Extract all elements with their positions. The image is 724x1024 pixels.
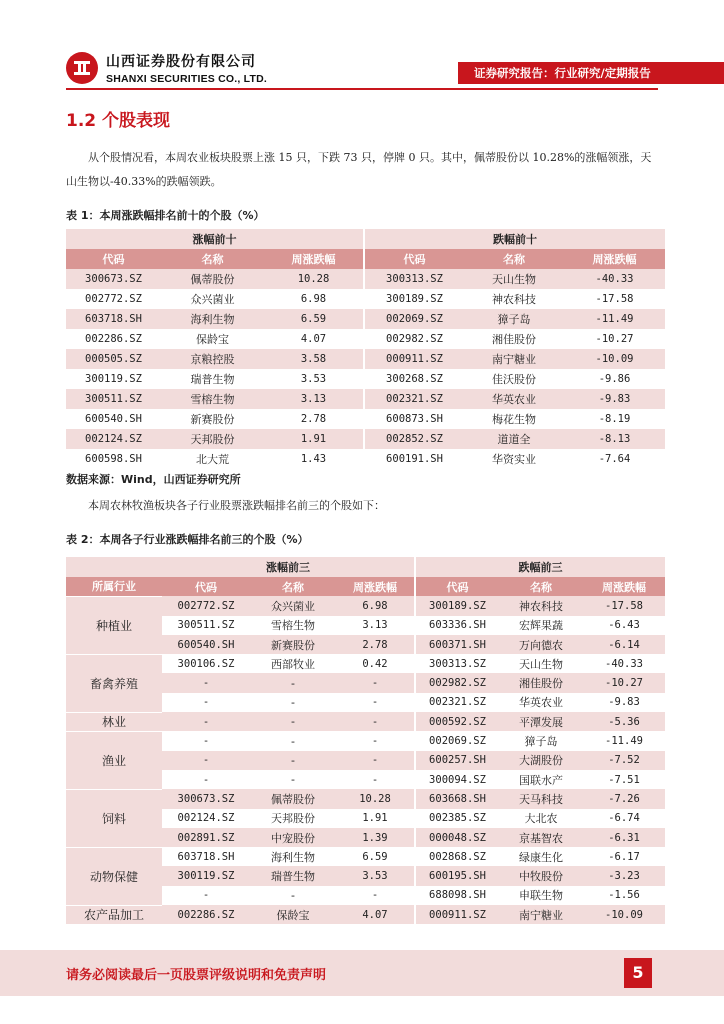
stock-code: 300673.SZ xyxy=(162,789,250,808)
summary-paragraph: 从个股情况看，本周农业板块股票上涨 15 只，下跌 73 只，停牌 0 只。其中，佩蒂股份以 10.28%的涨幅领涨，天山生物以-40.33%的跌幅领跌。 xyxy=(66,151,652,188)
weekly-change: - xyxy=(336,731,415,750)
weekly-change: 2.78 xyxy=(336,635,415,654)
weekly-change: -7.51 xyxy=(583,770,665,789)
stock-code: 002069.SZ xyxy=(415,731,499,750)
column-header: 代码 xyxy=(66,249,161,269)
industry-label: 畜禽养殖 xyxy=(66,654,162,712)
weekly-change: -9.83 xyxy=(583,693,665,712)
weekly-change: -10.27 xyxy=(564,329,665,349)
stock-code: 002286.SZ xyxy=(162,905,250,924)
stock-name: 国联水产 xyxy=(499,770,583,789)
table-row xyxy=(66,389,665,409)
weekly-change: -5.36 xyxy=(583,712,665,731)
weekly-change: -7.26 xyxy=(583,789,665,808)
table-row xyxy=(66,409,665,429)
weekly-change: 4.07 xyxy=(264,329,364,349)
stock-name: 道道全 xyxy=(464,429,564,449)
stock-code: 300268.SZ xyxy=(364,369,464,389)
stock-name: 天山生物 xyxy=(464,269,564,289)
weekly-change: -9.83 xyxy=(564,389,665,409)
column-header: 周涨跌幅 xyxy=(264,249,364,269)
stock-name: - xyxy=(250,770,336,789)
stock-code: 002321.SZ xyxy=(415,693,499,712)
stock-code: 603668.SH xyxy=(415,789,499,808)
stock-name: 海利生物 xyxy=(250,847,336,866)
stock-name: 申联生物 xyxy=(499,886,583,905)
table2-caption: 表 2：本周各子行业涨跌幅排名前三的个股（%） xyxy=(66,533,309,546)
stock-code: 002385.SZ xyxy=(415,809,499,828)
stock-name: 海利生物 xyxy=(161,309,264,329)
weekly-change: 0.42 xyxy=(336,654,415,673)
stock-code: 300094.SZ xyxy=(415,770,499,789)
stock-name: 华资实业 xyxy=(464,449,564,469)
company-name-cn: 山西证券股份有限公司 xyxy=(106,54,256,70)
stock-code: 600371.SH xyxy=(415,635,499,654)
weekly-change: - xyxy=(336,673,415,692)
stock-code: 002286.SZ xyxy=(66,329,161,349)
stock-name: 宏辉果蔬 xyxy=(499,616,583,635)
table-row xyxy=(66,449,665,469)
stock-name: 众兴菌业 xyxy=(161,289,264,309)
stock-code: 002982.SZ xyxy=(364,329,464,349)
stock-code: 000911.SZ xyxy=(415,905,499,924)
stock-name: 中宠股份 xyxy=(250,828,336,847)
stock-code: 688098.SH xyxy=(415,886,499,905)
report-type-banner: 证券研究报告：行业研究/定期报告 xyxy=(458,62,724,84)
stock-name: 保龄宝 xyxy=(250,905,336,924)
weekly-change: -17.58 xyxy=(583,596,665,615)
weekly-change: -1.56 xyxy=(583,886,665,905)
table-row xyxy=(66,309,665,329)
weekly-change: 10.28 xyxy=(264,269,364,289)
stock-code: 002124.SZ xyxy=(162,809,250,828)
stock-name: 大北农 xyxy=(499,809,583,828)
stock-name: - xyxy=(250,693,336,712)
weekly-change: -3.23 xyxy=(583,866,665,885)
stock-code: 002321.SZ xyxy=(364,389,464,409)
section-title: 1.2 个股表现 xyxy=(66,111,171,131)
stock-code: 300119.SZ xyxy=(162,866,250,885)
stock-code: 603718.SH xyxy=(162,847,250,866)
stock-code: 002124.SZ xyxy=(66,429,161,449)
stock-name: 京粮控股 xyxy=(161,349,264,369)
weekly-change: -10.09 xyxy=(564,349,665,369)
weekly-change: -40.33 xyxy=(583,654,665,673)
table-row xyxy=(66,596,665,615)
stock-name: 新赛股份 xyxy=(250,635,336,654)
stock-code: 000505.SZ xyxy=(66,349,161,369)
table-row xyxy=(66,429,665,449)
stock-code: - xyxy=(162,712,250,731)
industry-label: 种植业 xyxy=(66,596,162,654)
stock-code: 300119.SZ xyxy=(66,369,161,389)
stock-code: - xyxy=(162,693,250,712)
weekly-change: 6.98 xyxy=(264,289,364,309)
stock-name: 绿康生化 xyxy=(499,847,583,866)
stock-name: 瑞普生物 xyxy=(161,369,264,389)
stock-code: - xyxy=(162,770,250,789)
stock-code: 300189.SZ xyxy=(415,596,499,615)
stock-code: 002069.SZ xyxy=(364,309,464,329)
stock-code: 002772.SZ xyxy=(66,289,161,309)
stock-code: 300673.SZ xyxy=(66,269,161,289)
stock-code: 603336.SH xyxy=(415,616,499,635)
stock-code: - xyxy=(162,751,250,770)
subsector-table xyxy=(66,557,665,924)
stock-code: 603718.SH xyxy=(66,309,161,329)
stock-name: 中牧股份 xyxy=(499,866,583,885)
table-row xyxy=(66,329,665,349)
weekly-change: 3.58 xyxy=(264,349,364,369)
page-header xyxy=(0,0,724,100)
stock-code: 000048.SZ xyxy=(415,828,499,847)
group-header-down: 跌幅前三 xyxy=(415,557,665,577)
weekly-change: -11.49 xyxy=(564,309,665,329)
stock-name: 神农科技 xyxy=(499,596,583,615)
stock-name: 北大荒 xyxy=(161,449,264,469)
table-row xyxy=(66,349,665,369)
stock-name: 獐子岛 xyxy=(499,731,583,750)
table-row xyxy=(66,289,665,309)
weekly-change: 6.59 xyxy=(336,847,415,866)
weekly-change: -6.14 xyxy=(583,635,665,654)
weekly-change: - xyxy=(336,693,415,712)
stock-code: 600191.SH xyxy=(364,449,464,469)
stock-name: - xyxy=(250,673,336,692)
stock-name: 新赛股份 xyxy=(161,409,264,429)
stock-name: 万向德农 xyxy=(499,635,583,654)
page-number: 5 xyxy=(624,958,652,988)
stock-code: 300511.SZ xyxy=(66,389,161,409)
stock-code: 600540.SH xyxy=(66,409,161,429)
industry-label: 农产品加工 xyxy=(66,905,162,924)
weekly-change: -10.09 xyxy=(583,905,665,924)
weekly-change: -8.13 xyxy=(564,429,665,449)
stock-name: 天山生物 xyxy=(499,654,583,673)
weekly-change: 6.59 xyxy=(264,309,364,329)
stock-name: 京基智农 xyxy=(499,828,583,847)
stock-name: 瑞普生物 xyxy=(250,866,336,885)
table-row xyxy=(66,654,665,673)
stock-name: 天邦股份 xyxy=(250,809,336,828)
weekly-change: -9.86 xyxy=(564,369,665,389)
weekly-change: -6.74 xyxy=(583,809,665,828)
stock-code: 600598.SH xyxy=(66,449,161,469)
stock-code: - xyxy=(162,886,250,905)
weekly-change: - xyxy=(336,770,415,789)
industry-label: 饲料 xyxy=(66,789,162,847)
table-row xyxy=(66,847,665,866)
column-header: 名称 xyxy=(250,577,336,596)
stock-name: - xyxy=(250,751,336,770)
column-header: 代码 xyxy=(162,577,250,596)
weekly-change: -10.27 xyxy=(583,673,665,692)
group-header-up: 涨幅前三 xyxy=(162,557,415,577)
weekly-change: -6.17 xyxy=(583,847,665,866)
column-header: 周涨跌幅 xyxy=(583,577,665,596)
table-row xyxy=(66,269,665,289)
column-header: 代码 xyxy=(364,249,464,269)
disclaimer-text: 请务必阅读最后一页股票评级说明和免责声明 xyxy=(66,968,327,983)
stock-name: - xyxy=(250,886,336,905)
stock-code: 000592.SZ xyxy=(415,712,499,731)
weekly-change: 3.53 xyxy=(264,369,364,389)
table-row xyxy=(66,905,665,924)
weekly-change: 2.78 xyxy=(264,409,364,429)
stock-name: 佳沃股份 xyxy=(464,369,564,389)
subsector-intro: 本周农林牧渔板块各子行业股票涨跌幅排名前三的个股如下： xyxy=(88,499,385,512)
group-header-down: 跌幅前十 xyxy=(364,229,665,249)
stock-code: 002772.SZ xyxy=(162,596,250,615)
company-name-en: SHANXI SECURITIES CO., LTD. xyxy=(106,73,267,85)
weekly-change: 4.07 xyxy=(336,905,415,924)
stock-code: 300511.SZ xyxy=(162,616,250,635)
stock-name: 梅花生物 xyxy=(464,409,564,429)
stock-code: 600195.SH xyxy=(415,866,499,885)
shanxi-securities-logo-icon xyxy=(66,52,98,84)
stock-code: 300313.SZ xyxy=(415,654,499,673)
data-source: 数据来源：Wind，山西证券研究所 xyxy=(66,473,241,486)
table1-caption: 表 1：本周涨跌幅排名前十的个股（%） xyxy=(66,209,265,222)
stock-name: 天邦股份 xyxy=(161,429,264,449)
stock-code: 002982.SZ xyxy=(415,673,499,692)
table-row xyxy=(66,369,665,389)
stock-code: - xyxy=(162,731,250,750)
stock-name: 神农科技 xyxy=(464,289,564,309)
industry-label: 渔业 xyxy=(66,731,162,789)
weekly-change: 1.39 xyxy=(336,828,415,847)
weekly-change: -7.64 xyxy=(564,449,665,469)
weekly-change: -6.43 xyxy=(583,616,665,635)
group-header-up: 涨幅前十 xyxy=(66,229,364,249)
stock-code: 600873.SH xyxy=(364,409,464,429)
stock-code: 300313.SZ xyxy=(364,269,464,289)
column-header: 所属行业 xyxy=(66,577,162,596)
group-header-blank xyxy=(66,557,162,577)
stock-name: 保龄宝 xyxy=(161,329,264,349)
column-header: 名称 xyxy=(464,249,564,269)
header-divider xyxy=(66,88,658,90)
stock-name: 佩蒂股份 xyxy=(250,789,336,808)
stock-name: - xyxy=(250,712,336,731)
stock-name: 南宁糖业 xyxy=(464,349,564,369)
company-logo xyxy=(66,51,267,85)
weekly-change: 1.43 xyxy=(264,449,364,469)
stock-name: 獐子岛 xyxy=(464,309,564,329)
industry-label: 林业 xyxy=(66,712,162,731)
weekly-change: -40.33 xyxy=(564,269,665,289)
weekly-change: 6.98 xyxy=(336,596,415,615)
weekly-change: -6.31 xyxy=(583,828,665,847)
stock-code: 300189.SZ xyxy=(364,289,464,309)
weekly-change: 3.53 xyxy=(336,866,415,885)
stock-name: 佩蒂股份 xyxy=(161,269,264,289)
weekly-change: 1.91 xyxy=(336,809,415,828)
stock-code: 300106.SZ xyxy=(162,654,250,673)
table-row xyxy=(66,731,665,750)
stock-code: 600257.SH xyxy=(415,751,499,770)
weekly-change: - xyxy=(336,751,415,770)
weekly-change: - xyxy=(336,886,415,905)
stock-name: 大湖股份 xyxy=(499,751,583,770)
stock-name: 华英农业 xyxy=(499,693,583,712)
stock-name: 湘佳股份 xyxy=(499,673,583,692)
stock-name: 平潭发展 xyxy=(499,712,583,731)
weekly-change: -8.19 xyxy=(564,409,665,429)
stock-name: 南宁糖业 xyxy=(499,905,583,924)
column-header: 名称 xyxy=(161,249,264,269)
weekly-change: - xyxy=(336,712,415,731)
stock-name: 雪榕生物 xyxy=(250,616,336,635)
weekly-change: -11.49 xyxy=(583,731,665,750)
weekly-change: 3.13 xyxy=(336,616,415,635)
stock-name: 雪榕生物 xyxy=(161,389,264,409)
stock-code: 002891.SZ xyxy=(162,828,250,847)
stock-code: 600540.SH xyxy=(162,635,250,654)
weekly-change: 10.28 xyxy=(336,789,415,808)
stock-name: - xyxy=(250,731,336,750)
stock-name: 湘佳股份 xyxy=(464,329,564,349)
stock-code: - xyxy=(162,673,250,692)
column-header: 名称 xyxy=(499,577,583,596)
stock-code: 002852.SZ xyxy=(364,429,464,449)
weekly-change: -17.58 xyxy=(564,289,665,309)
column-header: 代码 xyxy=(415,577,499,596)
stock-name: 天马科技 xyxy=(499,789,583,808)
table-row xyxy=(66,789,665,808)
column-header: 周涨跌幅 xyxy=(564,249,665,269)
table-row xyxy=(66,712,665,731)
weekly-change: 1.91 xyxy=(264,429,364,449)
stock-name: 众兴菌业 xyxy=(250,596,336,615)
weekly-change: 3.13 xyxy=(264,389,364,409)
stock-name: 华英农业 xyxy=(464,389,564,409)
industry-label: 动物保健 xyxy=(66,847,162,905)
column-header: 周涨跌幅 xyxy=(336,577,415,596)
stock-code: 000911.SZ xyxy=(364,349,464,369)
top-ten-table xyxy=(66,229,665,469)
weekly-change: -7.52 xyxy=(583,751,665,770)
stock-name: 西部牧业 xyxy=(250,654,336,673)
stock-code: 002868.SZ xyxy=(415,847,499,866)
